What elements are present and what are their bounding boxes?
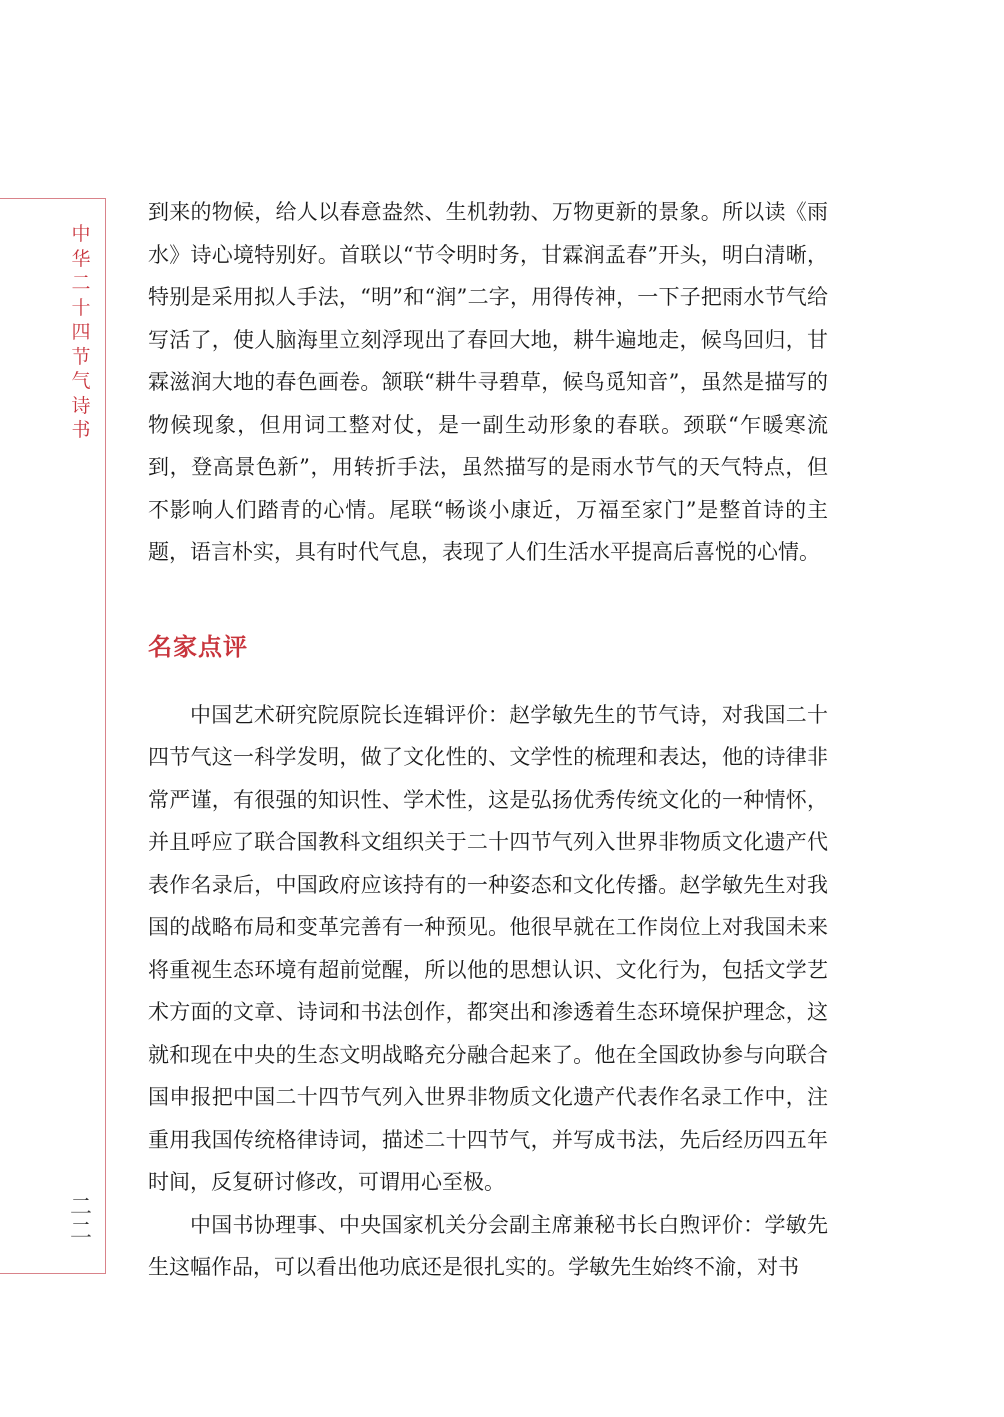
paragraph-review-baixu: 中国书协理事、中央国家机关分会副主席兼秘书长白煦评价：学敏先生这幅作品，可以看出他功底还是很扎实的。学敏先生始终不渝，对书 <box>148 1212 828 1279</box>
paragraph-continued: 到来的物候，给人以春意盎然、生机勃勃、万物更新的景象。所以读《雨水》诗心境特别好。首联以“节令明时务，甘霖润孟春”开头，明白清晰，特别是采用拟人手法，“明”和“润”二字，用得传神，一下子把雨水节气给写活了，使人脑海里立刻浮现出了春回大地，耕牛遍地走，候鸟回归，甘霖滋润大地的春色画卷。颔联“耕牛寻碧草，候鸟觅知音”，虽然是描写的物候现象，但用词工整对仗，是一副生动形象的春联。颈联“乍暖寒流到，登高景色新”，用转折手法，虽然描写的是雨水节气的天气特点，但不影响人们踏青的心情。尾联“畅谈小康近，万福至家门”是整首诗的主题，语言朴实，具有时代气息，表现了人们生活水平提高后喜悦的心情。 <box>148 200 828 564</box>
page-number-char: 二 <box>69 1219 92 1244</box>
main-content <box>148 191 828 1289</box>
page-number <box>68 1196 94 1244</box>
book-title-vertical: 中华二十四节气诗书 <box>71 223 91 441</box>
section-heading: 名家点评 <box>148 631 248 661</box>
page-number-char: 二 <box>69 1195 92 1220</box>
paragraph-review-lianji: 中国艺术研究院原院长连辑评价：赵学敏先生的节气诗，对我国二十四节气这一科学发明，做了文化性的、文学性的梳理和表达，他的诗律非常严谨，有很强的知识性、学术性，这是弘扬优秀传统文化的一种情怀，并且呼应了联合国教科文组织关于二十四节气列入世界非物质文化遗产代表作名录后，中国政府应该持有的一种姿态和文化传播。赵学敏先生对我国的战略布局和变革完善有一种预见。他很早就在工作岗位上对我国未来将重视生态环境有超前觉醒，所以他的思想认识、文化行为，包括文学艺术方面的文章、诗词和书法创作，都突出和渗透着生态环境保护理念，这就和现在中央的生态文明战略充分融合起来了。他在全国政协参与向联合国申报把中国二十四节气列入世界非物质文化遗产代表作名录工作中，注重用我国传统格律诗词，描述二十四节气，并写成书法，先后经历四五年时间，反复研讨修改，可谓用心至极。 <box>148 702 828 1194</box>
page-number-text <box>68 1196 94 1244</box>
